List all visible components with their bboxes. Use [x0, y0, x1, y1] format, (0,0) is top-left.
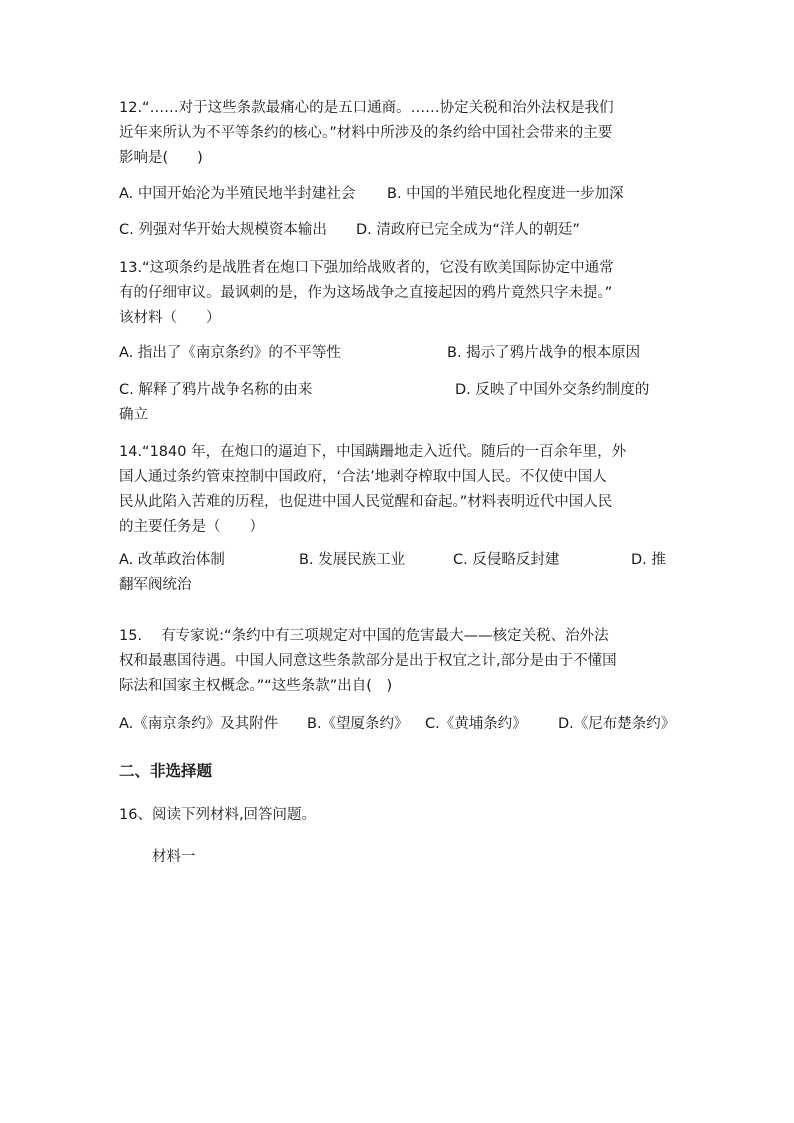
question-14-option-a[interactable]: A. 改革政治体制: [119, 552, 225, 568]
question-14-option-d[interactable]: D. 推: [631, 552, 666, 568]
question-13-option-d-continued: 确立: [119, 407, 148, 423]
question-12-option-a[interactable]: A. 中国开始沦为半殖民地半封建社会: [119, 186, 356, 202]
question-14-option-c[interactable]: C. 反侵略反封建: [453, 552, 560, 568]
question-12-option-d[interactable]: D. 清政府已完全成为“洋人的朝廷”: [356, 222, 580, 238]
question-15-option-a[interactable]: A.《南京条约》及其附件: [119, 716, 279, 732]
question-15-option-c[interactable]: C.《黄埔条约》: [425, 716, 527, 732]
question-14-line-3: 民从此陷入苦难的历程，也促进中国人民觉醒和奋起。”材料表明近代中国人民: [119, 494, 613, 510]
question-15-option-b[interactable]: B.《望厦条约》: [307, 716, 409, 732]
section-2-title: 二、非选择题: [119, 762, 213, 780]
question-13-option-b[interactable]: B. 揭示了鸦片战争的根本原因: [447, 345, 641, 361]
question-12-option-c[interactable]: C. 列强对华开始大规模资本输出: [119, 222, 327, 238]
question-15-stem: [119, 624, 679, 699]
question-12-stem: [119, 96, 679, 171]
question-13-stem: [119, 256, 679, 331]
question-14-line-1: 14.“1840 年，在炮口的逼迫下，中国蹒跚地走入近代。随后的一百余年里，外: [119, 444, 627, 460]
question-12-options-row-2: [119, 218, 684, 243]
question-13-line-2: 有的仔细审议。最讽刺的是，作为这场战争之直接起因的鸦片竟然只字未提。”: [119, 285, 613, 301]
question-14-line-2: 国人通过条约管束控制中国政府，‘合法’地剥夺榨取中国人民。不仅使中国人: [119, 469, 607, 485]
question-12-option-b[interactable]: B. 中国的半殖民地化程度进一步加深: [387, 186, 624, 202]
question-16-material-label: 材料一: [152, 849, 196, 865]
question-13-line-3: 该材料（ ）: [119, 310, 221, 326]
question-15-option-d[interactable]: D.《尼布楚条约》: [558, 716, 676, 732]
question-15-options-row: [119, 712, 684, 737]
question-13-option-a[interactable]: A. 指出了《南京条约》的不平等性: [119, 345, 341, 361]
question-13-options-row-2: [119, 378, 684, 403]
question-12-line-3: 影响是( ): [119, 150, 203, 166]
question-15-line-1: 15. 有专家说:“条约中有三项规定对中国的危害最大——核定关税、治外法: [119, 628, 609, 644]
question-16-stem: 16、阅读下列材料,回答问题。: [119, 807, 317, 823]
question-14-option-b[interactable]: B. 发展民族工业: [299, 552, 406, 568]
question-15-line-2: 权和最惠国待遇。中国人同意这些条款部分是出于权宜之计,部分是由于不懂国: [119, 653, 617, 669]
question-14-stem: [119, 440, 679, 540]
question-14-options-row: [119, 548, 684, 573]
question-15-line-3: 际法和国家主权概念。”“这些条款”出自( ): [119, 678, 393, 694]
question-12-line-1: 12.“……对于这些条款最痛心的是五口通商。……协定关税和治外法权是我们: [119, 100, 614, 116]
question-13-line-1: 13.“这项条约是战胜者在炮口下强加给战败者的，它没有欧美国际协定中通常: [119, 260, 614, 276]
question-14-line-4: 的主要任务是（ ）: [119, 519, 264, 535]
question-13-option-d[interactable]: D. 反映了中国外交条约制度的: [455, 382, 650, 398]
question-12-options-row-1: [119, 182, 684, 207]
question-14-option-d-continued: 翻军阀统治: [119, 577, 192, 593]
question-13-option-c[interactable]: C. 解释了鸦片战争名称的由来: [119, 382, 313, 398]
question-13-options-row-1: [119, 341, 684, 366]
question-12-line-2: 近年来所认为不平等条约的核心。”材料中所涉及的条约给中国社会带来的主要: [119, 125, 613, 141]
